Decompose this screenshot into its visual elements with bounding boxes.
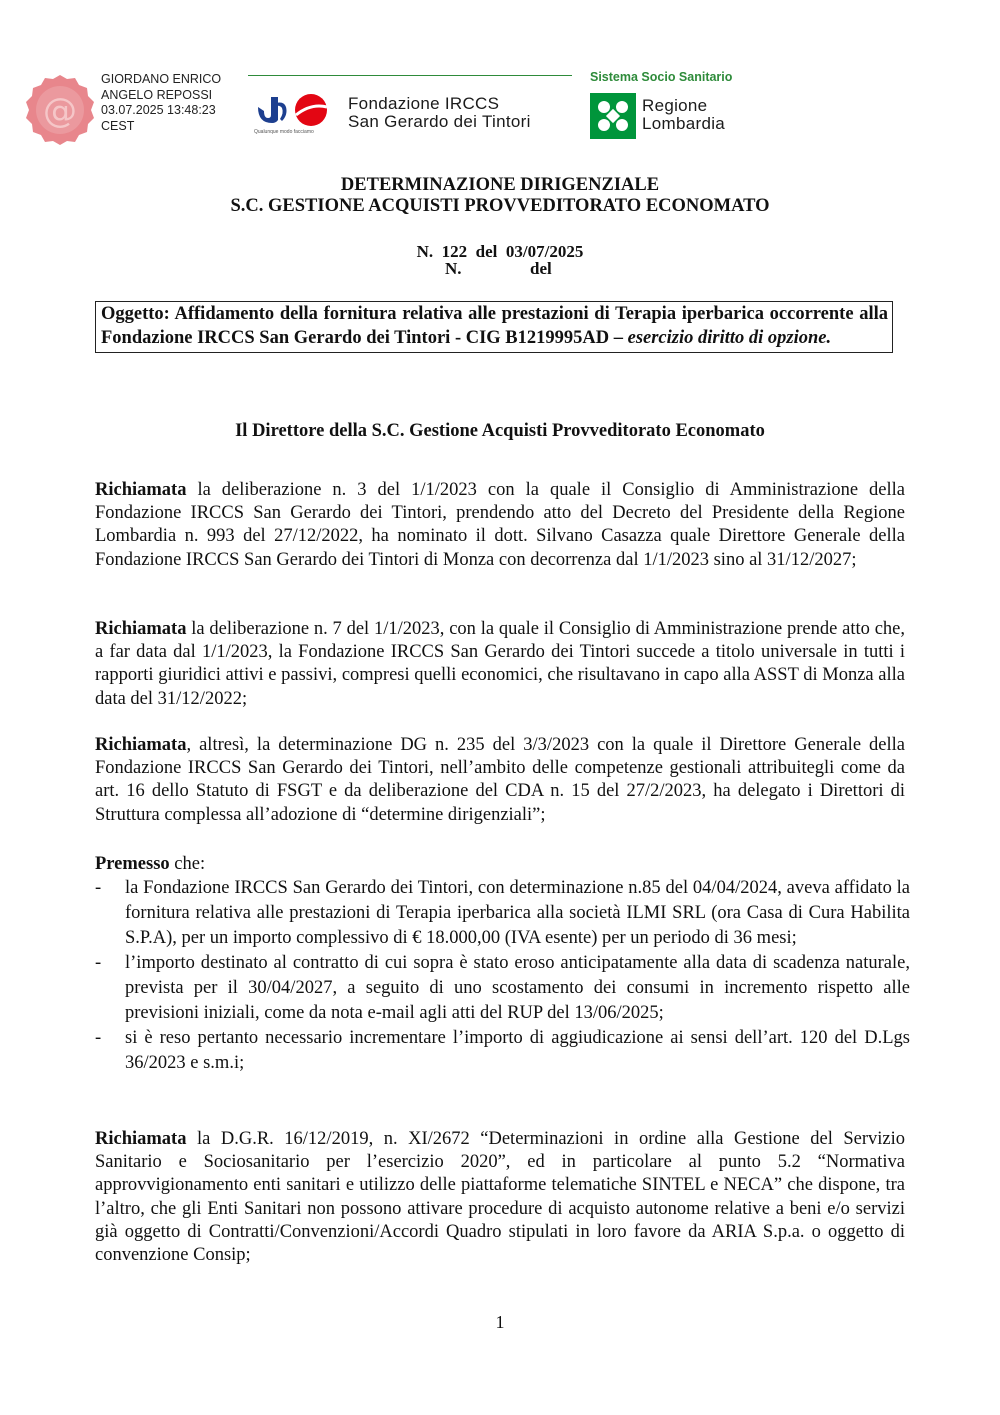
regione-name <box>642 97 725 133</box>
list-dash: - <box>95 878 102 898</box>
oggetto-text: Oggetto: Affidamento della fornitura relativa alle prestazioni di Terapia iperbarica occorrente alla Fondazione IRCCS San Gerardo dei Tintori - CIG B1219995AD – <box>101 304 888 348</box>
list-dash: - <box>95 953 102 973</box>
digital-signature <box>22 72 262 152</box>
paragraph-richiamata-1 <box>95 479 905 572</box>
fondazione-name-line2: San Gerardo dei Tintori <box>348 112 531 131</box>
regione-name-line2: Lombardia <box>642 114 726 133</box>
paragraph-premesso <box>95 853 905 876</box>
oggetto-italic: esercizio diritto di opzione. <box>627 327 832 348</box>
document-title-line1: DETERMINAZIONE DIRIGENZIALE <box>340 175 660 195</box>
paragraph-lead: Richiamata <box>95 619 187 639</box>
paragraph-lead: Richiamata <box>95 1129 187 1149</box>
paragraph-body: la D.G.R. 16/12/2019, n. XI/2672 “Determinazioni in ordine alla Gestione del Servizio Sanitario e Sociosanitario per l’esercizio 2020”, ed in particolare al punto 5.2 “Normativa approvvigionamento enti sanitari e utilizzo delle piattaforme telematiche SINTEL e NECA” che dispone, tra l’altro, che gli Enti Sanitari non possono attivare procedure di acquisto autonome relative a beni e/o servizi già oggetto di Contratti/Convenzioni/Accordi Quadro stipulati in loro favore da ARIA S.p.a. o oggetto di convenzione Consip; <box>95 1129 905 1266</box>
premesso-list <box>95 876 910 1076</box>
paragraph-richiamata-3 <box>95 734 905 827</box>
header-rule <box>248 75 572 76</box>
signer-second-line: ANGELO REPOSSI <box>101 87 213 102</box>
paragraph-lead: Richiamata <box>95 735 187 755</box>
document-title <box>0 175 1000 217</box>
oggetto-box <box>95 301 893 353</box>
signer-first-line: GIORDANO ENRICO <box>101 72 222 86</box>
fondazione-motto: Qualunque modo facciamo <box>254 129 314 135</box>
signature-timezone: CEST <box>101 118 135 133</box>
document-title-line2: S.C. GESTIONE ACQUISTI PROVVEDITORATO ECONOMATO <box>230 196 770 216</box>
paragraph-body: , altresì, la determinazione DG n. 235 del 3/3/2023 con la quale il Direttore Generale della Fondazione IRCCS San Gerardo dei Tintori, nell’ambito delle competenze gestionali attribuitegli come da art. 16 dello Statuto di FSGT e da deliberazione del CDA n. 15 del 27/2/2023, ha delegato i Direttori di Struttura complessa all’adozione di “determine dirigenziali”; <box>95 735 905 825</box>
date-label: del <box>530 259 552 278</box>
sistema-socio-sanitario: Sistema Socio Sanitario <box>590 70 733 84</box>
list-item <box>95 876 910 951</box>
signature-timestamp: 03.07.2025 13:48:23 <box>101 103 216 117</box>
fondazione-name <box>348 95 531 131</box>
paragraph-body: la deliberazione n. 7 del 1/1/2023, con la quale il Consiglio di Amministrazione prende atto che, a far data dal 1/1/2023, la Fondazione IRCCS San Gerardo dei Tintori succede a titolo universale in tutti i rapporti giuridici attivi e passivi, compresi quelli economici, che risultavano in capo alla ASST di Monza alla data del 31/12/2022; <box>95 619 905 709</box>
svg-text:@: @ <box>43 91 77 131</box>
paragraph-body: la deliberazione n. 3 del 1/1/2023 con la quale il Consiglio di Amministrazione della Fondazione IRCCS San Gerardo dei Tintori, prendendo atto del Decreto del Presidente della Regione Lombardia n. 993 del 27/12/2022, ha nominato il dott. Silvano Casazza quale Direttore Generale della Fondazione IRCCS San Gerardo dei Tintori di Monza con decorrenza dal 1/1/2023 sino al 31/12/2027; <box>95 480 905 570</box>
list-item-text: si è reso pertanto necessario incrementare l’importo di aggiudicazione ai sensi dell’art. 120 del D.Lgs 36/2023 e s.m.i; <box>125 1028 910 1073</box>
regione-name-line1: Regione <box>642 96 708 115</box>
list-item <box>95 1026 910 1076</box>
signature-text <box>101 72 221 134</box>
page-number: 1 <box>495 1312 505 1332</box>
regione-lombardia-logo-icon <box>590 93 636 139</box>
list-dash: - <box>95 1028 102 1048</box>
list-item-text: l’importo destinato al contratto di cui sopra è stato eroso anticipatamente alla data di scadenza naturale, prevista per il 30/04/2027, a seguito di uno scostamento dei consumi in incremento rispetto alle previsioni iniziali, come da nota e-mail agli atti del RUP del 13/06/2025; <box>125 953 910 1023</box>
fondazione-name-line1: Fondazione IRCCS <box>348 94 500 113</box>
list-item <box>95 951 910 1026</box>
paragraph-lead: Premesso <box>95 854 170 874</box>
director-heading: Il Direttore della S.C. Gestione Acquisti Provveditorato Economato <box>235 421 765 441</box>
list-item-text: la Fondazione IRCCS San Gerardo dei Tintori, con determinazione n.85 del 04/04/2024, aveva affidato la fornitura relativa alle prestazioni di Terapia iperbarica alla società ILMI SRL (ora Casa di Cura Habilita S.P.A), per un importo complessivo di € 18.000,00 (IVA esente) per un periodo di 36 mesi; <box>125 878 910 948</box>
signature-seal-icon <box>22 72 98 148</box>
fondazione-logo-icon <box>254 93 330 129</box>
paragraph-richiamata-4 <box>95 1128 905 1267</box>
document-number-line: N. 122 del 03/07/2025 <box>416 242 584 261</box>
document-number <box>0 243 1000 277</box>
paragraph-body: che: <box>169 854 206 874</box>
paragraph-lead: Richiamata <box>95 480 187 500</box>
paragraph-richiamata-2 <box>95 618 905 711</box>
number-label: N. <box>445 259 462 278</box>
document-number-placeholder <box>0 260 1000 277</box>
